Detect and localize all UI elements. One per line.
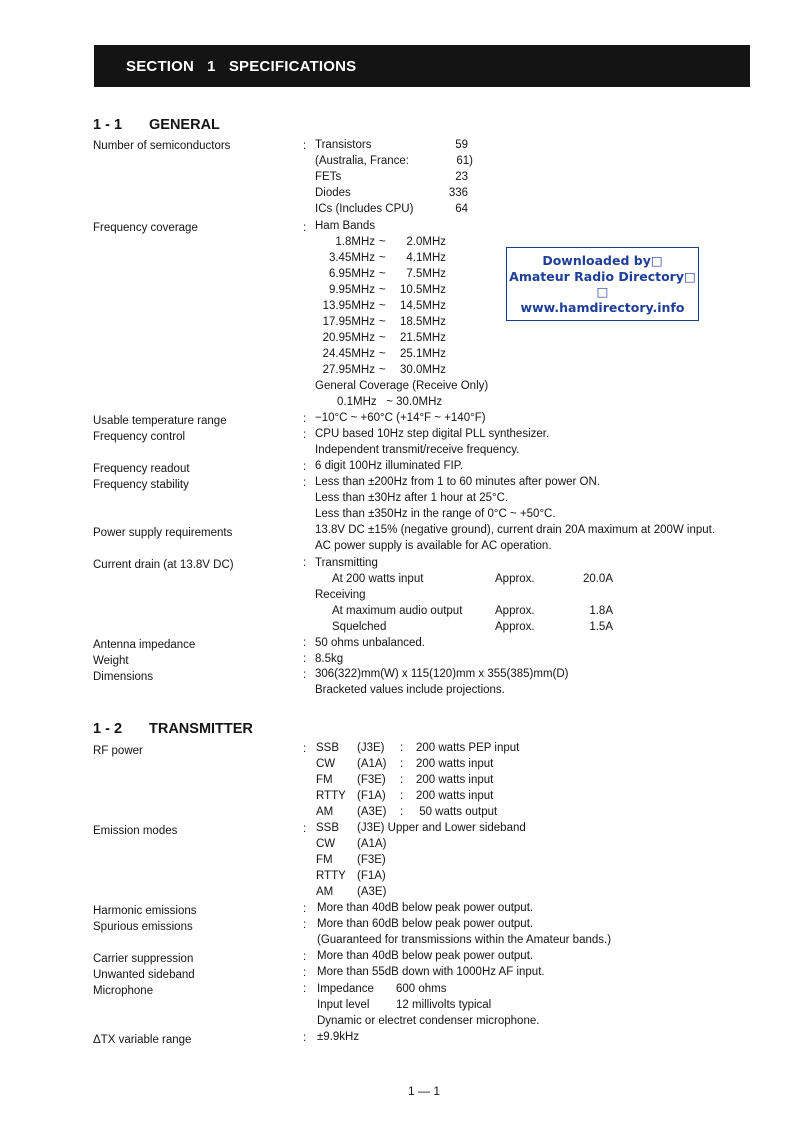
frequency-stability-line: Less than ±30Hz after 1 hour at 25°C. xyxy=(315,492,509,504)
emission-code: (A3E) xyxy=(357,886,387,898)
semiconductor-name: Transistors xyxy=(315,139,372,151)
transmitter-heading-title: TRANSMITTER xyxy=(149,721,253,737)
current-value: 1.5A xyxy=(589,621,613,633)
dimensions-label: Dimensions xyxy=(93,671,154,683)
general-heading-number: 1 - 1 xyxy=(93,117,123,133)
section-banner xyxy=(94,45,750,87)
emission-mode: RTTY xyxy=(316,870,346,882)
colon: : xyxy=(303,477,307,489)
emission-mode: SSB xyxy=(316,822,340,834)
current-value: 20.0A xyxy=(582,573,613,585)
spurious-label: Spurious emissions xyxy=(93,921,193,933)
emission-code: (A1A) xyxy=(357,838,387,850)
rf-code: (F3E) xyxy=(357,774,386,786)
band-low: 9.95MHz xyxy=(328,284,375,296)
band-low: 6.95MHz xyxy=(328,268,375,280)
rf-power-label: RF power xyxy=(93,745,143,757)
current-approx: Approx. xyxy=(495,621,535,633)
colon: : xyxy=(303,823,307,835)
temperature-value: −10°C ~ +60°C (+14°F ~ +140°F) xyxy=(315,412,486,424)
unwanted-label: Unwanted sideband xyxy=(93,969,195,981)
harmonic-value: More than 40dB below peak power output. xyxy=(317,902,534,914)
frequency-stability-line: Less than ±350Hz in the range of 0°C ~ +50°C. xyxy=(315,508,556,520)
watermark-url: www.hamdirectory.info xyxy=(520,299,685,315)
section-title: SECTION 1 SPECIFICATIONS xyxy=(126,58,357,75)
general-heading-title: GENERAL xyxy=(149,117,220,133)
colon: : xyxy=(303,967,307,979)
transmitter-heading xyxy=(93,721,253,737)
current-approx: Approx. xyxy=(495,573,535,585)
rf-mode: RTTY xyxy=(316,790,346,802)
transmitter-heading-number: 1 - 2 xyxy=(93,721,123,737)
colon: : xyxy=(303,637,307,649)
current-approx: Approx. xyxy=(495,605,535,617)
frequency-control-line: CPU based 10Hz step digital PLL synthesizer. xyxy=(315,428,550,440)
band-low: 17.95MHz xyxy=(322,316,375,328)
colon: : xyxy=(303,669,307,681)
semiconductor-name: ICs (Includes CPU) xyxy=(315,203,414,215)
general-coverage-range: 0.1MHz ~ 30.0MHz xyxy=(337,396,443,408)
tilde: ~ xyxy=(379,268,386,280)
dimensions-line: Bracketed values include projections. xyxy=(315,684,505,696)
colon: : xyxy=(303,743,307,755)
frequency-coverage-label: Frequency coverage xyxy=(93,222,198,234)
colon: : xyxy=(400,774,404,786)
ham-bands-title: Ham Bands xyxy=(315,220,376,232)
band-high: 21.5MHz xyxy=(399,332,446,344)
rf-value: 200 watts input xyxy=(416,758,494,770)
microphone-type: Dynamic or electret condenser microphone. xyxy=(317,1015,540,1027)
band-high: 4.1MHz xyxy=(406,252,446,264)
tilde: ~ xyxy=(379,316,386,328)
semiconductor-name: FETs xyxy=(315,171,342,183)
band-low: 20.95MHz xyxy=(322,332,375,344)
colon: : xyxy=(303,1032,307,1044)
temperature-label: Usable temperature range xyxy=(93,415,227,427)
rf-code: (F1A) xyxy=(357,790,386,802)
delta-tx-value: ±9.9kHz xyxy=(317,1031,360,1043)
watermark-line: Amateur Radio Directory□ xyxy=(509,268,696,284)
colon: : xyxy=(303,140,307,152)
band-high: 10.5MHz xyxy=(399,284,446,296)
current-item: At 200 watts input xyxy=(332,573,424,585)
band-low: 27.95MHz xyxy=(322,364,375,376)
frequency-control-label: Frequency control xyxy=(93,431,186,443)
antenna-label: Antenna impedance xyxy=(93,639,196,651)
band-high: 25.1MHz xyxy=(399,348,446,360)
rf-code: (A3E) xyxy=(357,806,387,818)
harmonic-label: Harmonic emissions xyxy=(93,905,197,917)
colon: : xyxy=(303,222,307,234)
current-item: At maximum audio output xyxy=(332,605,463,617)
emission-mode: CW xyxy=(316,838,336,850)
colon: : xyxy=(303,413,307,425)
band-high: 18.5MHz xyxy=(399,316,446,328)
page-number: 1 — 1 xyxy=(408,1084,441,1098)
colon: : xyxy=(303,429,307,441)
current-value: 1.8A xyxy=(589,605,613,617)
spurious-line: (Guaranteed for transmissions within the Amateur bands.) xyxy=(317,934,612,946)
tilde: ~ xyxy=(379,236,386,248)
power-supply-line: 13.8V DC ±15% (negative ground), current drain 20A maximum at 200W input. xyxy=(315,524,716,536)
delta-tx-label: ΔTX variable range xyxy=(93,1034,192,1046)
download-watermark xyxy=(506,247,699,321)
weight-label: Weight xyxy=(93,655,129,667)
rf-mode: SSB xyxy=(316,742,340,754)
carrier-value: More than 40dB below peak power output. xyxy=(317,950,534,962)
rf-value: 200 watts input xyxy=(416,790,494,802)
rf-code: (A1A) xyxy=(357,758,387,770)
rf-value: 200 watts PEP input xyxy=(416,742,520,754)
rf-mode: AM xyxy=(316,806,334,818)
frequency-readout-label: Frequency readout xyxy=(93,463,190,475)
tilde: ~ xyxy=(379,252,386,264)
band-high: 2.0MHz xyxy=(406,236,446,248)
rf-value: 200 watts input xyxy=(416,774,494,786)
rf-code: (J3E) xyxy=(357,742,385,754)
frequency-control-line: Independent transmit/receive frequency. xyxy=(315,444,520,456)
colon: : xyxy=(400,790,404,802)
dimensions-line: 306(322)mm(W) x 115(120)mm x 355(385)mm(D) xyxy=(315,668,569,680)
antenna-value: 50 ohms unbalanced. xyxy=(315,637,425,649)
tilde: ~ xyxy=(379,364,386,376)
semiconductor-count: 23 xyxy=(455,171,468,183)
current-drain-label: Current drain (at 13.8V DC) xyxy=(93,559,234,571)
rf-mode: FM xyxy=(316,774,333,786)
watermark-line: □ xyxy=(596,284,609,299)
microphone-label: Microphone xyxy=(93,985,154,997)
power-supply-line: AC power supply is available for AC operation. xyxy=(315,540,552,552)
emission-code: (J3E) Upper and Lower sideband xyxy=(357,822,526,834)
band-low: 13.95MHz xyxy=(322,300,375,312)
semiconductor-count: 336 xyxy=(448,187,468,199)
colon: : xyxy=(400,758,404,770)
colon: : xyxy=(303,919,307,931)
power-supply-label: Power supply requirements xyxy=(93,527,233,539)
colon: : xyxy=(303,903,307,915)
semiconductor-name: (Australia, France: xyxy=(315,155,409,167)
tilde: ~ xyxy=(379,284,386,296)
semiconductor-count: 59 xyxy=(455,139,468,151)
watermark-line: Downloaded by□ xyxy=(542,253,663,268)
emission-code: (F1A) xyxy=(357,870,386,882)
microphone-impedance-value: 600 ohms xyxy=(396,983,447,995)
spurious-line: More than 60dB below peak power output. xyxy=(317,918,534,930)
band-high: 30.0MHz xyxy=(399,364,446,376)
emission-mode: AM xyxy=(316,886,334,898)
microphone-level-label: Input level xyxy=(317,999,370,1011)
current-item: Squelched xyxy=(332,621,387,633)
weight-value: 8.5kg xyxy=(315,653,344,665)
band-high: 14.5MHz xyxy=(399,300,446,312)
microphone-level-value: 12 millivolts typical xyxy=(396,999,492,1011)
semiconductor-name: Diodes xyxy=(315,187,351,199)
tilde: ~ xyxy=(379,332,386,344)
semiconductors-label: Number of semiconductors xyxy=(93,140,231,152)
colon: : xyxy=(303,461,307,473)
colon: : xyxy=(400,742,404,754)
colon: : xyxy=(400,806,404,818)
semiconductor-count: 61) xyxy=(456,155,473,167)
colon: : xyxy=(303,653,307,665)
rf-mode: CW xyxy=(316,758,336,770)
band-low: 1.8MHz xyxy=(335,236,375,248)
transmitting-title: Transmitting xyxy=(315,557,378,569)
band-low: 3.45MHz xyxy=(328,252,375,264)
general-heading xyxy=(93,117,220,133)
tilde: ~ xyxy=(379,300,386,312)
emission-modes-label: Emission modes xyxy=(93,825,178,837)
emission-mode: FM xyxy=(316,854,333,866)
tilde: ~ xyxy=(379,348,386,360)
general-coverage-title: General Coverage (Receive Only) xyxy=(315,380,489,392)
colon: : xyxy=(303,557,307,569)
colon: : xyxy=(303,983,307,995)
receiving-title: Receiving xyxy=(315,589,366,601)
emission-code: (F3E) xyxy=(357,854,386,866)
microphone-impedance-label: Impedance xyxy=(317,983,374,995)
frequency-stability-line: Less than ±200Hz from 1 to 60 minutes after power ON. xyxy=(315,476,601,488)
rf-value: 50 watts output xyxy=(416,806,498,818)
frequency-stability-label: Frequency stability xyxy=(93,479,189,491)
colon: : xyxy=(303,951,307,963)
carrier-label: Carrier suppression xyxy=(93,953,194,965)
frequency-readout-value: 6 digit 100Hz illuminated FIP. xyxy=(315,460,464,472)
band-low: 24.45MHz xyxy=(322,348,375,360)
band-high: 7.5MHz xyxy=(406,268,446,280)
semiconductor-count: 64 xyxy=(455,203,468,215)
unwanted-value: More than 55dB down with 1000Hz AF input. xyxy=(317,966,545,978)
